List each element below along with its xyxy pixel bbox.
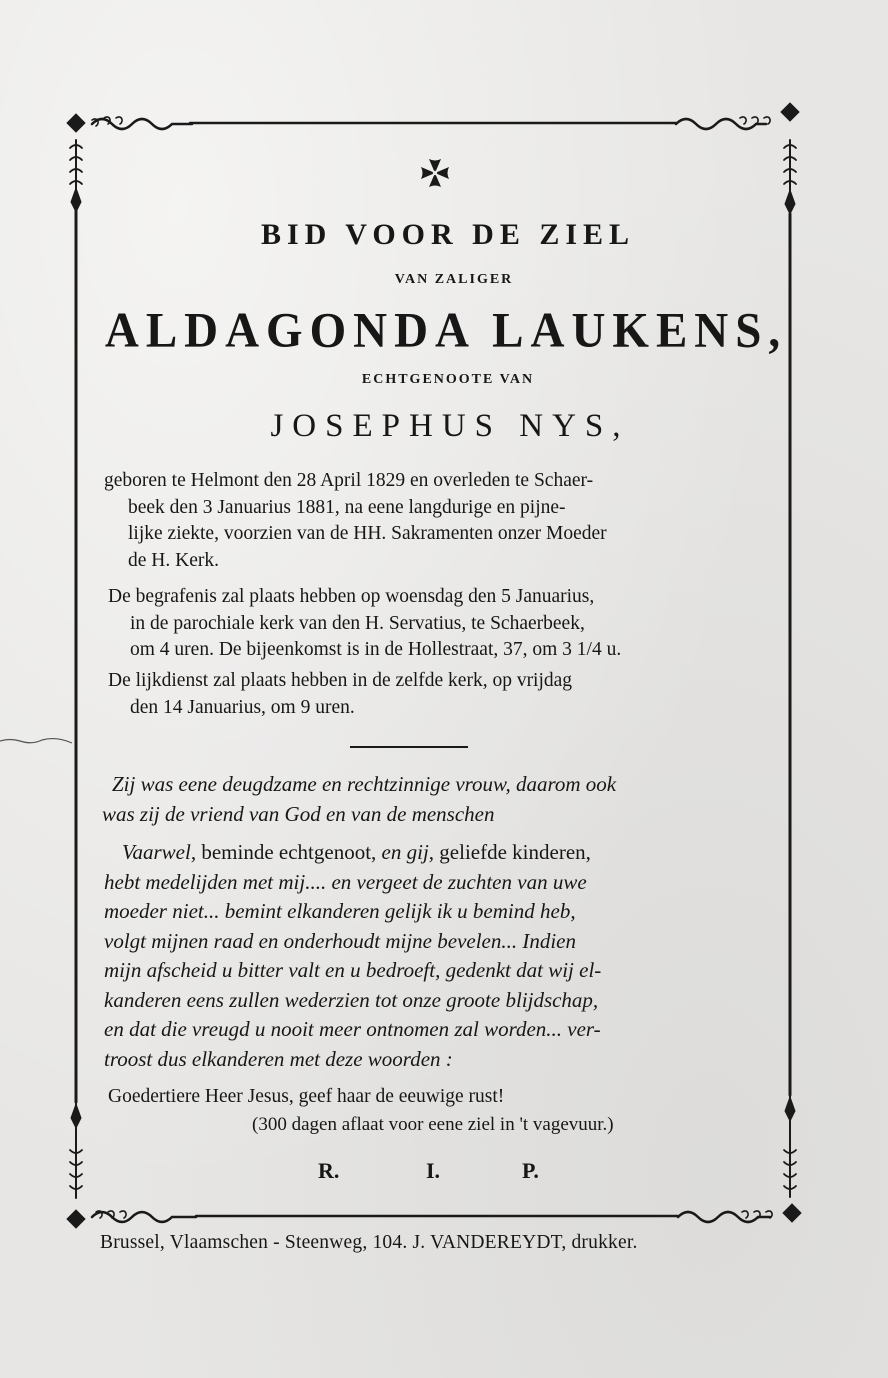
funeral-line: De begrafenis zal plaats hebben op woensdag den 5 Januarius,	[108, 586, 595, 607]
rip-letter-p: P.	[522, 1158, 539, 1183]
farewell-address: beminde echtgenoot,	[196, 840, 382, 864]
service-line: den 14 Januarius, om 9 uren.	[130, 696, 355, 718]
rip-letter-i: I.	[426, 1158, 441, 1183]
printer-imprint: Brussel, Vlaamschen - Steenweg, 104. J. VANDEREYDT, drukker.	[100, 1232, 638, 1253]
tribute-line: Zij was eene deugdzame en rechtzinnige vrouw, daarom ook	[112, 772, 617, 796]
biography-line: geboren te Helmont den 28 April 1829 en overleden te Schaer-	[104, 470, 594, 491]
funeral-line: om 4 uren. De bijeenkomst is in de Hollestraat, 37, om 3 1/4 u.	[130, 639, 622, 660]
farewell-line: kanderen eens zullen wederzien tot onze groote blijdschap,	[104, 987, 599, 1012]
divider	[350, 746, 468, 748]
service-line: De lijkdienst zal plaats hebben in de zelfde kerk, op vrijdag	[108, 670, 573, 691]
biography-line: de H. Kerk.	[128, 549, 219, 571]
cross-pattee-icon	[418, 156, 452, 190]
funeral-line: in de parochiale kerk van den H. Servatius, te Schaerbeek,	[130, 612, 585, 634]
tribute-line: was zij de vriend van God en van de menschen	[102, 801, 495, 826]
farewell-line: mijn afscheid u bitter valt en u bedroeft, gedenkt dat wij el-	[104, 958, 602, 982]
spouse-name: JOSEPHUS NYS,	[270, 408, 630, 444]
farewell-line: troost dus elkanderen met deze woorden :	[104, 1046, 453, 1071]
farewell-children: geliefde kinderen,	[434, 840, 591, 864]
biography-line: beek den 3 Januarius 1881, na eene langdurige en pijne-	[128, 496, 566, 518]
farewell-line: hebt medelijden met mij.... en vergeet de zuchten van uwe	[104, 869, 587, 894]
spouse-prefix: ECHTGENOOTE VAN	[361, 372, 535, 387]
farewell-conjunction: en gij,	[381, 840, 435, 864]
biography-line: lijke ziekte, voorzien van de HH. Sakramenten onzer Moeder	[128, 523, 607, 544]
indulgence-note: (300 dagen aflaat voor eene ziel in 't vagevuur.)	[252, 1114, 614, 1135]
service-paragraph	[108, 668, 572, 721]
farewell-line: volgt mijnen raad en onderhoudt mijne bevelen... Indien	[104, 928, 577, 953]
farewell-paragraph	[104, 838, 601, 1074]
subtitle: VAN ZALIGER	[394, 272, 514, 287]
funeral-paragraph	[108, 584, 621, 664]
card-title: BID VOOR DE ZIEL	[260, 218, 636, 251]
farewell-first-line	[104, 838, 601, 868]
farewell-line: en dat die vreugd u nooit meer ontnomen zal worden... ver-	[104, 1017, 601, 1041]
farewell-line: moeder niet... bemint elkanderen gelijk ik u bemind heb,	[104, 899, 576, 923]
farewell-word: Vaarwel,	[122, 840, 197, 864]
rip-letter-r: R.	[318, 1158, 340, 1183]
biography-paragraph	[104, 468, 607, 574]
paper-crease	[0, 735, 80, 755]
tribute-paragraph	[102, 770, 617, 829]
deceased-name: ALDAGONDA LAUKENS,	[104, 303, 788, 359]
prayer: Goedertiere Heer Jesus, geef haar de eeuwige rust!	[108, 1086, 505, 1107]
